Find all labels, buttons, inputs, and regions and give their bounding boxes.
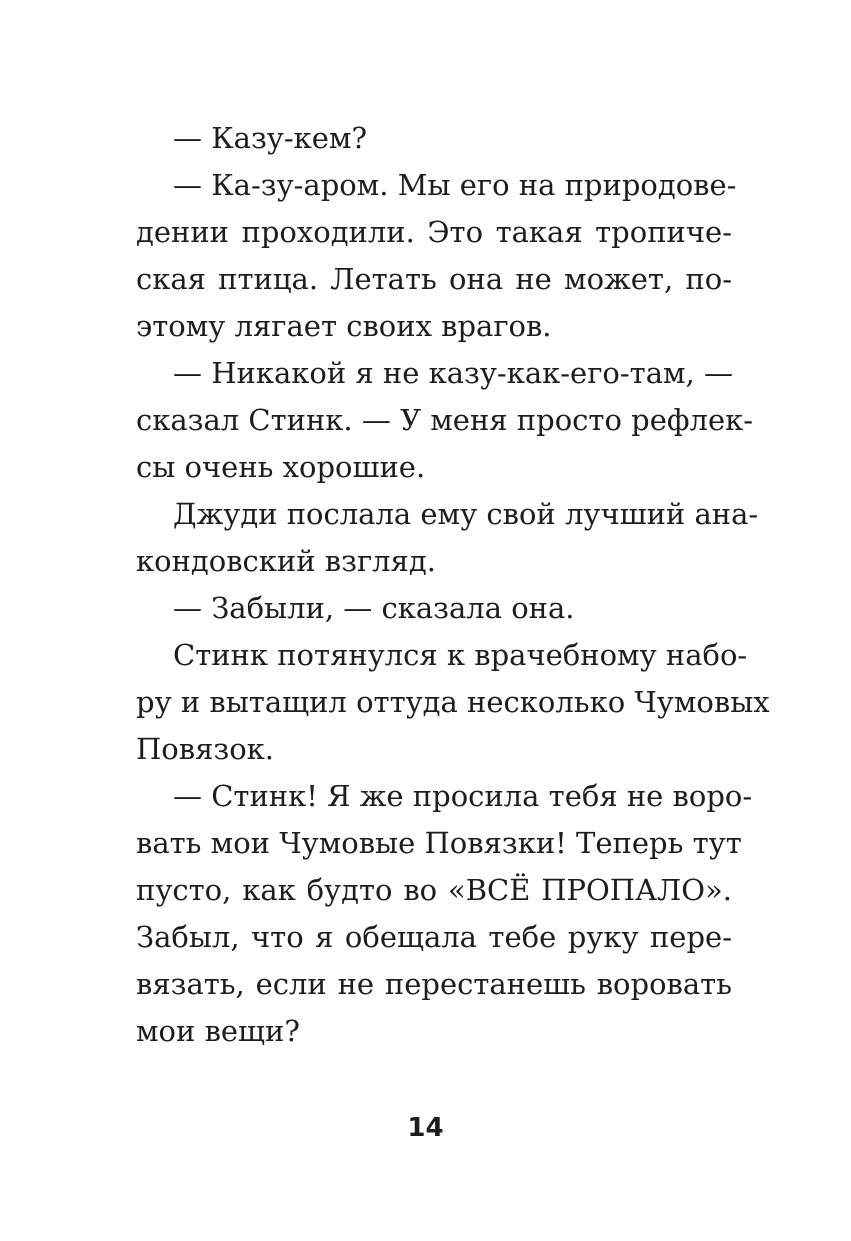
text-line: ская птица. Летать она не может, по- (136, 262, 732, 296)
text-line: вязать, если не перестанешь воровать (136, 967, 732, 1001)
text-line: ру и вытащил оттуда несколько Чумовых (136, 685, 770, 719)
text-line: — Никакой я не казу-как-его-там, — (173, 356, 733, 390)
text-line: — Казу-кем? (173, 121, 368, 155)
text-line: пусто, как будто во «ВСЁ ПРОПАЛО». (136, 873, 732, 907)
text-line: Забыл, что я обещала тебе руку пере- (136, 920, 732, 954)
text-line: Джуди послала ему свой лучший ана- (173, 497, 759, 531)
text-line: Стинк потянулся к врачебному набо- (173, 638, 748, 672)
text-line: — Забыли, — сказала она. (173, 591, 575, 625)
page-number: 14 (407, 1113, 444, 1143)
text-line: — Стинк! Я же просила тебя не воро- (173, 779, 753, 813)
text-line: Повязок. (136, 732, 274, 766)
text-line: мои вещи? (136, 1014, 300, 1048)
text-line: сы очень хорошие. (136, 450, 426, 484)
text-line: вать мои Чумовые Повязки! Теперь тут (136, 826, 742, 860)
text-line: кондовский взгляд. (136, 544, 436, 578)
text-line: — Ка-зу-аром. Мы его на природове- (173, 168, 737, 202)
text-line: сказал Стинк. — У меня просто рефлек- (136, 403, 754, 437)
text-line: дении проходили. Это такая тропиче- (136, 215, 732, 249)
text-line: этому лягает своих врагов. (136, 309, 552, 343)
